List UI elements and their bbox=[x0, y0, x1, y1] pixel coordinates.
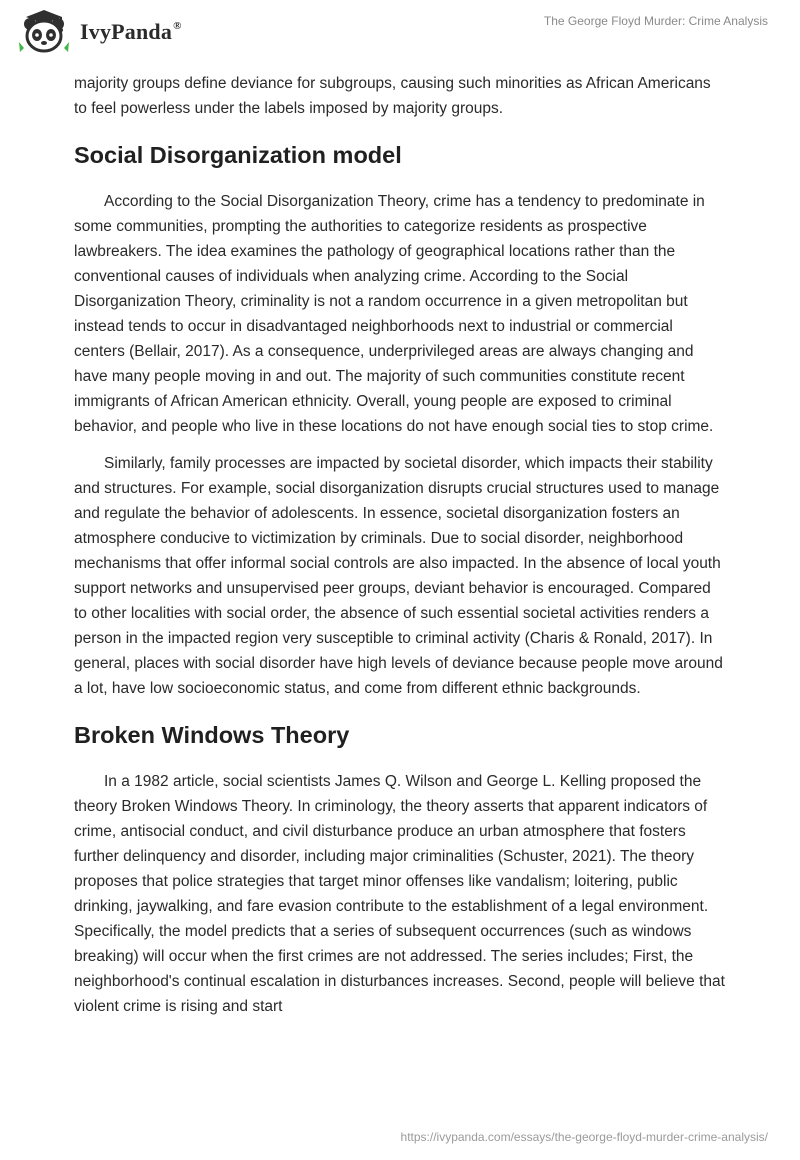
body-paragraph: In a 1982 article, social scientists James Q. Wilson and George L. Kelling proposed the theory Broken Windows Theory. In criminology, the theory asserts that apparent indicators of crime, antisocial conduct, and civil disturbance produce an urban atmosphere that fosters further delinquency and disorder, including major criminalities (Schuster, 2021). The theory proposes that police strategies that target minor offenses like vandalism; loitering, public drinking, jaywalking, and fare evasion contribute to the establishment of a legal environment. Specifically, the model predicts that a series of subsequent occurrences (such as windows breaking) will occur when the first crimes are not addressed. The series includes; First, the neighborhood's continual escalation in disturbances increases. Second, people will believe that violent crime is rising and start bbox=[74, 773, 725, 1015]
intro-paragraph: majority groups define deviance for subgroups, causing such minorities as African Americans to feel powerless under the labels imposed by majority groups. bbox=[74, 75, 711, 117]
brand-name: IvyPanda® bbox=[80, 19, 182, 44]
section-heading-broken-windows: Broken Windows Theory bbox=[74, 722, 350, 748]
body-paragraph: Similarly, family processes are impacted by societal disorder, which impacts their stability and structures. For example, social disorganization disrupts crucial structures used to manage and regulate the behavior of adolescents. In essence, societal disorganization fosters an atmosphere conducive to victimization by criminals. Due to social disorder, neighborhood mechanisms that offer informal social controls are also impacted. In the absence of local youth support networks and unsupervised peer groups, deviant behavior is encouraged. Compared to other localities with social order, the absence of such essential societal activities renders a person in the impacted region very susceptible to criminal activity (Charis & Ronald, 2017). In general, places with social disorder have high levels of deviance because people move around a lot, have low socioeconomic status, and come from different ethnic backgrounds. bbox=[74, 455, 723, 697]
document-title: The George Floyd Murder: Crime Analysis bbox=[543, 14, 768, 28]
body-paragraph: According to the Social Disorganization Theory, crime has a tendency to predominate in some communities, prompting the authorities to categorize residents as prospective lawbreakers. The idea examines the pathology of geographical locations rather than the conventional causes of individuals when analyzing crime. According to the Social Disorganization Theory, criminality is not a random occurrence in a given metropolitan but instead tends to occur in disadvantaged neighborhoods next to industrial or commercial centers (Bellair, 2017). As a consequence, underprivileged areas are always changing and have many people moving in and out. The majority of such communities constitute recent immigrants of African American ethnicity. Overall, young people are exposed to criminal behavior, and people who live in these locations do not have enough social ties to stop crime. bbox=[74, 193, 714, 435]
essay-body bbox=[74, 71, 726, 1031]
ivypanda-logo[interactable] bbox=[16, 8, 182, 56]
panda-graduate-icon bbox=[16, 8, 72, 56]
source-url[interactable]: https://ivypanda.com/essays/the-george-floyd-murder-crime-analysis/ bbox=[400, 1130, 768, 1144]
section-heading-social-disorganization: Social Disorganization model bbox=[74, 142, 402, 168]
page-header bbox=[0, 0, 800, 70]
